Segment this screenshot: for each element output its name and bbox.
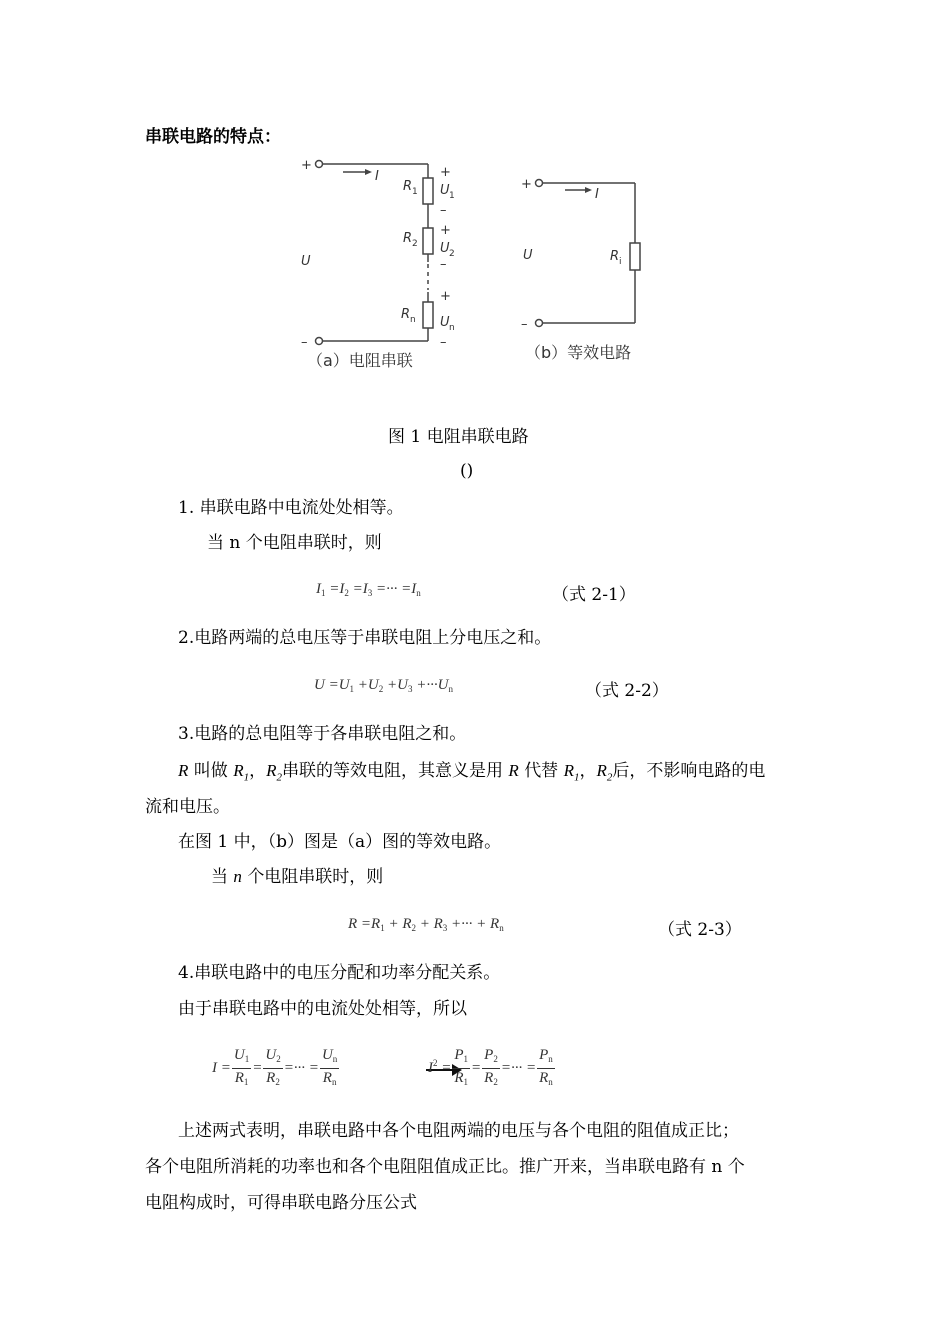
svg-text:n: n <box>449 323 455 333</box>
point-3-line-2: 流和电压。 <box>145 797 230 817</box>
voltage-ratio-equation: I = $\frac{U_1}{R_1}$ = $\frac{U_2}{R_2}$ =··· = $\frac{U_n}{R_n}$ <box>212 1047 338 1087</box>
svg-text:n: n <box>410 315 416 325</box>
svg-text:+: + <box>440 289 451 304</box>
u2-label: U <box>440 241 450 256</box>
point-3-line-1: R 叫做 $R_1$，$R_2$串联的等效电阻，其意义是用 R 代替 $R_1$，$R_2$后，不影响电路的电 <box>178 761 766 784</box>
circuit-b <box>536 180 641 327</box>
caption-b: （b）等效电路 <box>525 343 632 362</box>
svg-text:–: – <box>440 257 447 272</box>
svg-text:1: 1 <box>412 187 418 197</box>
current-label-b: I <box>595 187 599 202</box>
svg-text:i: i <box>619 257 622 267</box>
r2-label: R <box>403 231 413 246</box>
u1-label: U <box>440 183 450 198</box>
rn-label: R <box>401 307 411 322</box>
minus-a-bottom: – <box>301 335 308 350</box>
point-3-line-3: 在图 1 中，（b）图是（a）图的等效电路。 <box>178 832 502 852</box>
svg-text:2: 2 <box>449 249 455 259</box>
equation-2-2: $U =U_1 +U_2 +U_3 +\cdot\cdot\cdot U_n$ <box>314 677 453 694</box>
equation-2-1-number: （式 2-1） <box>552 585 636 605</box>
svg-text:–: – <box>440 335 447 350</box>
equation-2-2-number: （式 2-2） <box>585 681 669 701</box>
point-4-title: 4.串联电路中的电压分配和功率分配关系。 <box>178 963 501 983</box>
section-heading: 串联电路的特点： <box>145 127 281 147</box>
conclusion-line-1: 上述两式表明，串联电路中各个电阻两端的电压与各个电阻的阻值成正比； <box>178 1121 739 1141</box>
voltage-label-a: U <box>301 254 311 269</box>
equation-2-3: $R =R_1 + R_2 + R_3$ +··· + $R_n$ <box>348 916 504 933</box>
minus-b-bottom: – <box>521 317 528 332</box>
point-2-title: 2.电路两端的总电压等于串联电阻上分电压之和。 <box>178 628 552 648</box>
series-circuit-figure <box>285 150 655 385</box>
equation-2-1: $I_1 =I_2 =I_3$ =··· $=I_n$ <box>316 581 421 598</box>
power-ratio-equation: $I^2$ = $\frac{P_1}{R_1}$ = $\frac{P_2}{R_2}$ =··· = $\frac{P_n}{R_n}$ <box>428 1047 553 1087</box>
caption-a: （a）电阻串联 <box>307 351 413 370</box>
point-1-text: 当 n 个电阻串联时，则 <box>207 533 382 553</box>
voltage-label-b: U <box>523 248 533 263</box>
conclusion-line-2: 各个电阻所消耗的功率也和各个电阻阻值成正比。推广开来，当串联电路有 n 个 <box>145 1157 745 1177</box>
svg-text:+: + <box>440 165 451 180</box>
point-4-text: 由于串联电路中的电流处处相等，所以 <box>178 999 467 1019</box>
point-3-title: 3.电路的总电阻等于各串联电阻之和。 <box>178 724 467 744</box>
un-label: U <box>440 315 450 330</box>
point-3-line-4: 当 n 个电阻串联时，则 <box>211 867 384 887</box>
plus-b-top: + <box>521 177 532 192</box>
svg-text:2: 2 <box>412 239 418 249</box>
point-1-title: 1. 串联电路中电流处处相等。 <box>178 498 404 518</box>
svg-text:1: 1 <box>449 191 455 201</box>
current-label-a: I <box>375 169 379 184</box>
equation-2-3-number: （式 2-3） <box>658 920 742 940</box>
figure-source-parens: () <box>460 461 474 481</box>
conclusion-line-3: 电阻构成时，可得串联电路分压公式 <box>145 1193 417 1213</box>
svg-text:+: + <box>440 223 451 238</box>
svg-text:–: – <box>440 203 447 218</box>
r1-label: R <box>403 179 413 194</box>
plus-a-top: + <box>301 158 312 173</box>
ri-label: R <box>610 249 620 264</box>
figure-caption: 图 1 电阻串联电路 <box>388 427 529 447</box>
